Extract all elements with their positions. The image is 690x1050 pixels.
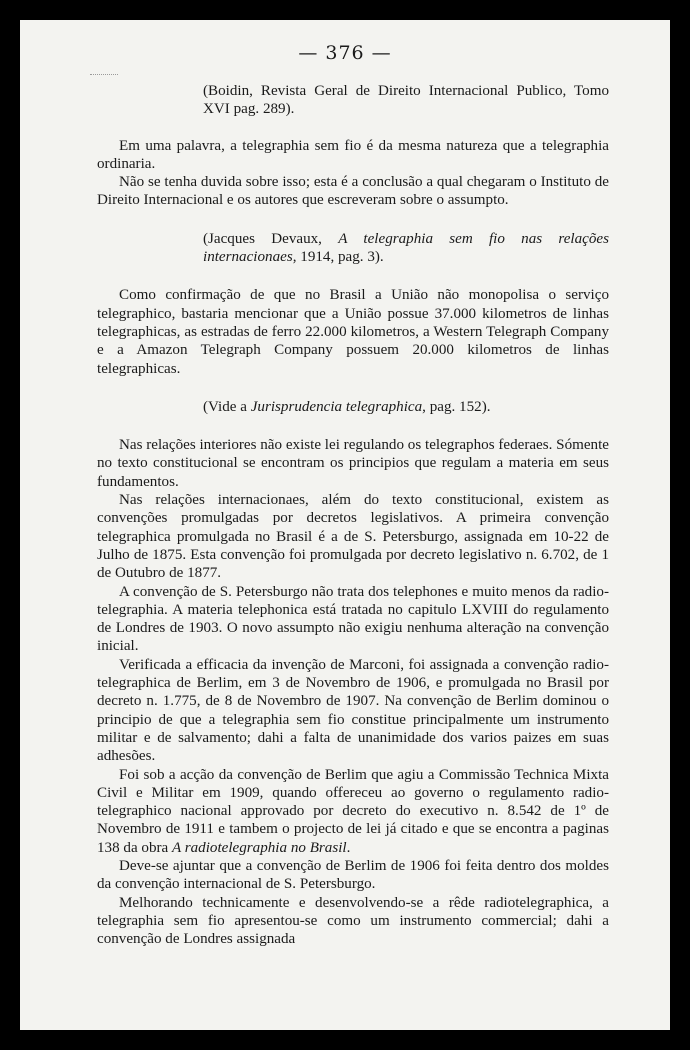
citation-devaux: [97, 230, 609, 267]
citation-boidin: (Boidin, Revista Geral de Direito Internacional Publico, Tomo XVI pag. 289).: [203, 83, 609, 118]
paragraph-nao-se-tenha-duvida: Não se tenha duvida sobre isso; esta é a conclusão a qual chegaram o Instituto de Direito Internacional e os autores que escreveram sobre o assumpto.: [97, 174, 609, 209]
paragraph-relacoes-internacionaes: Nas relações internacionaes, além do texto constitucional, existem as convenções promulgadas por decretos legislativos. A primeira convenção telegraphica promulgada no Brasil é a de S. Petersburgo, assignada em 10-22 de Julho de 1875. Esta convenção foi promulgada por decreto legislativo n. 6.702, de 1 de Outubro de 1877.: [97, 492, 609, 582]
paragraph-commissao-end: .: [346, 839, 351, 856]
citation-vide-page: , pag. 152).: [422, 398, 491, 415]
paragraph-marconi-berlim: Verificada a efficacia da invenção de Marconi, foi assignada a convenção radio-telegraphica de Berlim, em 3 de Novembro de 1906, e promulgada no Brasil por decreto n. 1.775, de 8 de Novembro de 1907. Na convenção de Berlim dominou o principio de que a telegraphia sem fio constitue principalmente um instrumento militar e de salvamento; dahi a falta de unanimidade dos varios paizes em suas adhesões.: [97, 656, 609, 765]
paragraph-como-confirmacao: Como confirmação de que no Brasil a União não monopolisa o serviço telegraphico, bastaria mencionar que a União possue 37.000 kilometros de linhas telegraphicas, as estradas de ferro 22.000 kilometros, a Western Telegraph Company e a Amazon Telegraph Company possuem 20.000 kilometros de linhas telegraphicas.: [97, 287, 609, 377]
citation-vide: [97, 398, 609, 416]
paragraph-commissao-technica: [97, 766, 609, 857]
document-page: [20, 20, 670, 1030]
paragraph-convencao-petersburgo: A convenção de S. Petersburgo não trata dos telephones e muito menos da radio-telegraphia. A materia telephonica está tratada no capitulo LXVIII do regulamento de Londres de 1903. O novo assumpto não exigiu nenhuma alteração na convenção inicial.: [97, 583, 609, 655]
paragraph-melhorando-technicamente: Melhorando technicamente e desenvolvendo-se a rêde radiotelegraphica, a telegraphia sem fio apresentou-se como um instrumento commercial; dahi a convenção de Londres assignada: [97, 894, 609, 948]
paragraph-deve-se-ajuntar: Deve-se ajuntar que a convenção de Berlim de 1906 foi feita dentro dos moldes da convenção internacional de S. Petersburgo.: [97, 857, 609, 893]
work-title-radiotelegraphia: A radiotelegraphia no Brasil: [172, 839, 347, 856]
citation-devaux-title: A telegraphia sem fio nas relações internacionaes: [203, 230, 609, 266]
citation-vide-prefix: (Vide a: [203, 398, 251, 415]
paragraph-em-uma-palavra: Em uma palavra, a telegraphia sem fio é da mesma natureza que a telegraphia ordinaria.: [97, 137, 609, 172]
paragraph-commissao-text: Foi sob a acção da convenção de Berlim que agiu a Commissão Technica Mixta Civil e Militar em 1909, quando offereceu ao governo o regulamento radio-telegraphico nacional approvado por decreto do executivo n. 8.542 de 1º de Novembro de 1911 e tambem o projecto de lei já citado e que se encontra a paginas 138 da obra: [97, 766, 609, 856]
scan-artifact: [90, 74, 118, 78]
citation-vide-title: Jurisprudencia telegraphica: [250, 398, 423, 415]
citation-devaux-author: (Jacques Devaux,: [203, 230, 339, 247]
paragraph-relacoes-interiores: Nas relações interiores não existe lei regulando os telegraphos federaes. Sómente no texto constitucional se encontram os principios que regulam a materia em seus fundamentos.: [97, 437, 609, 490]
citation-devaux-year: , 1914, pag. 3).: [292, 249, 384, 266]
page-body: [97, 82, 609, 948]
page-number: — 376 —: [298, 42, 392, 64]
